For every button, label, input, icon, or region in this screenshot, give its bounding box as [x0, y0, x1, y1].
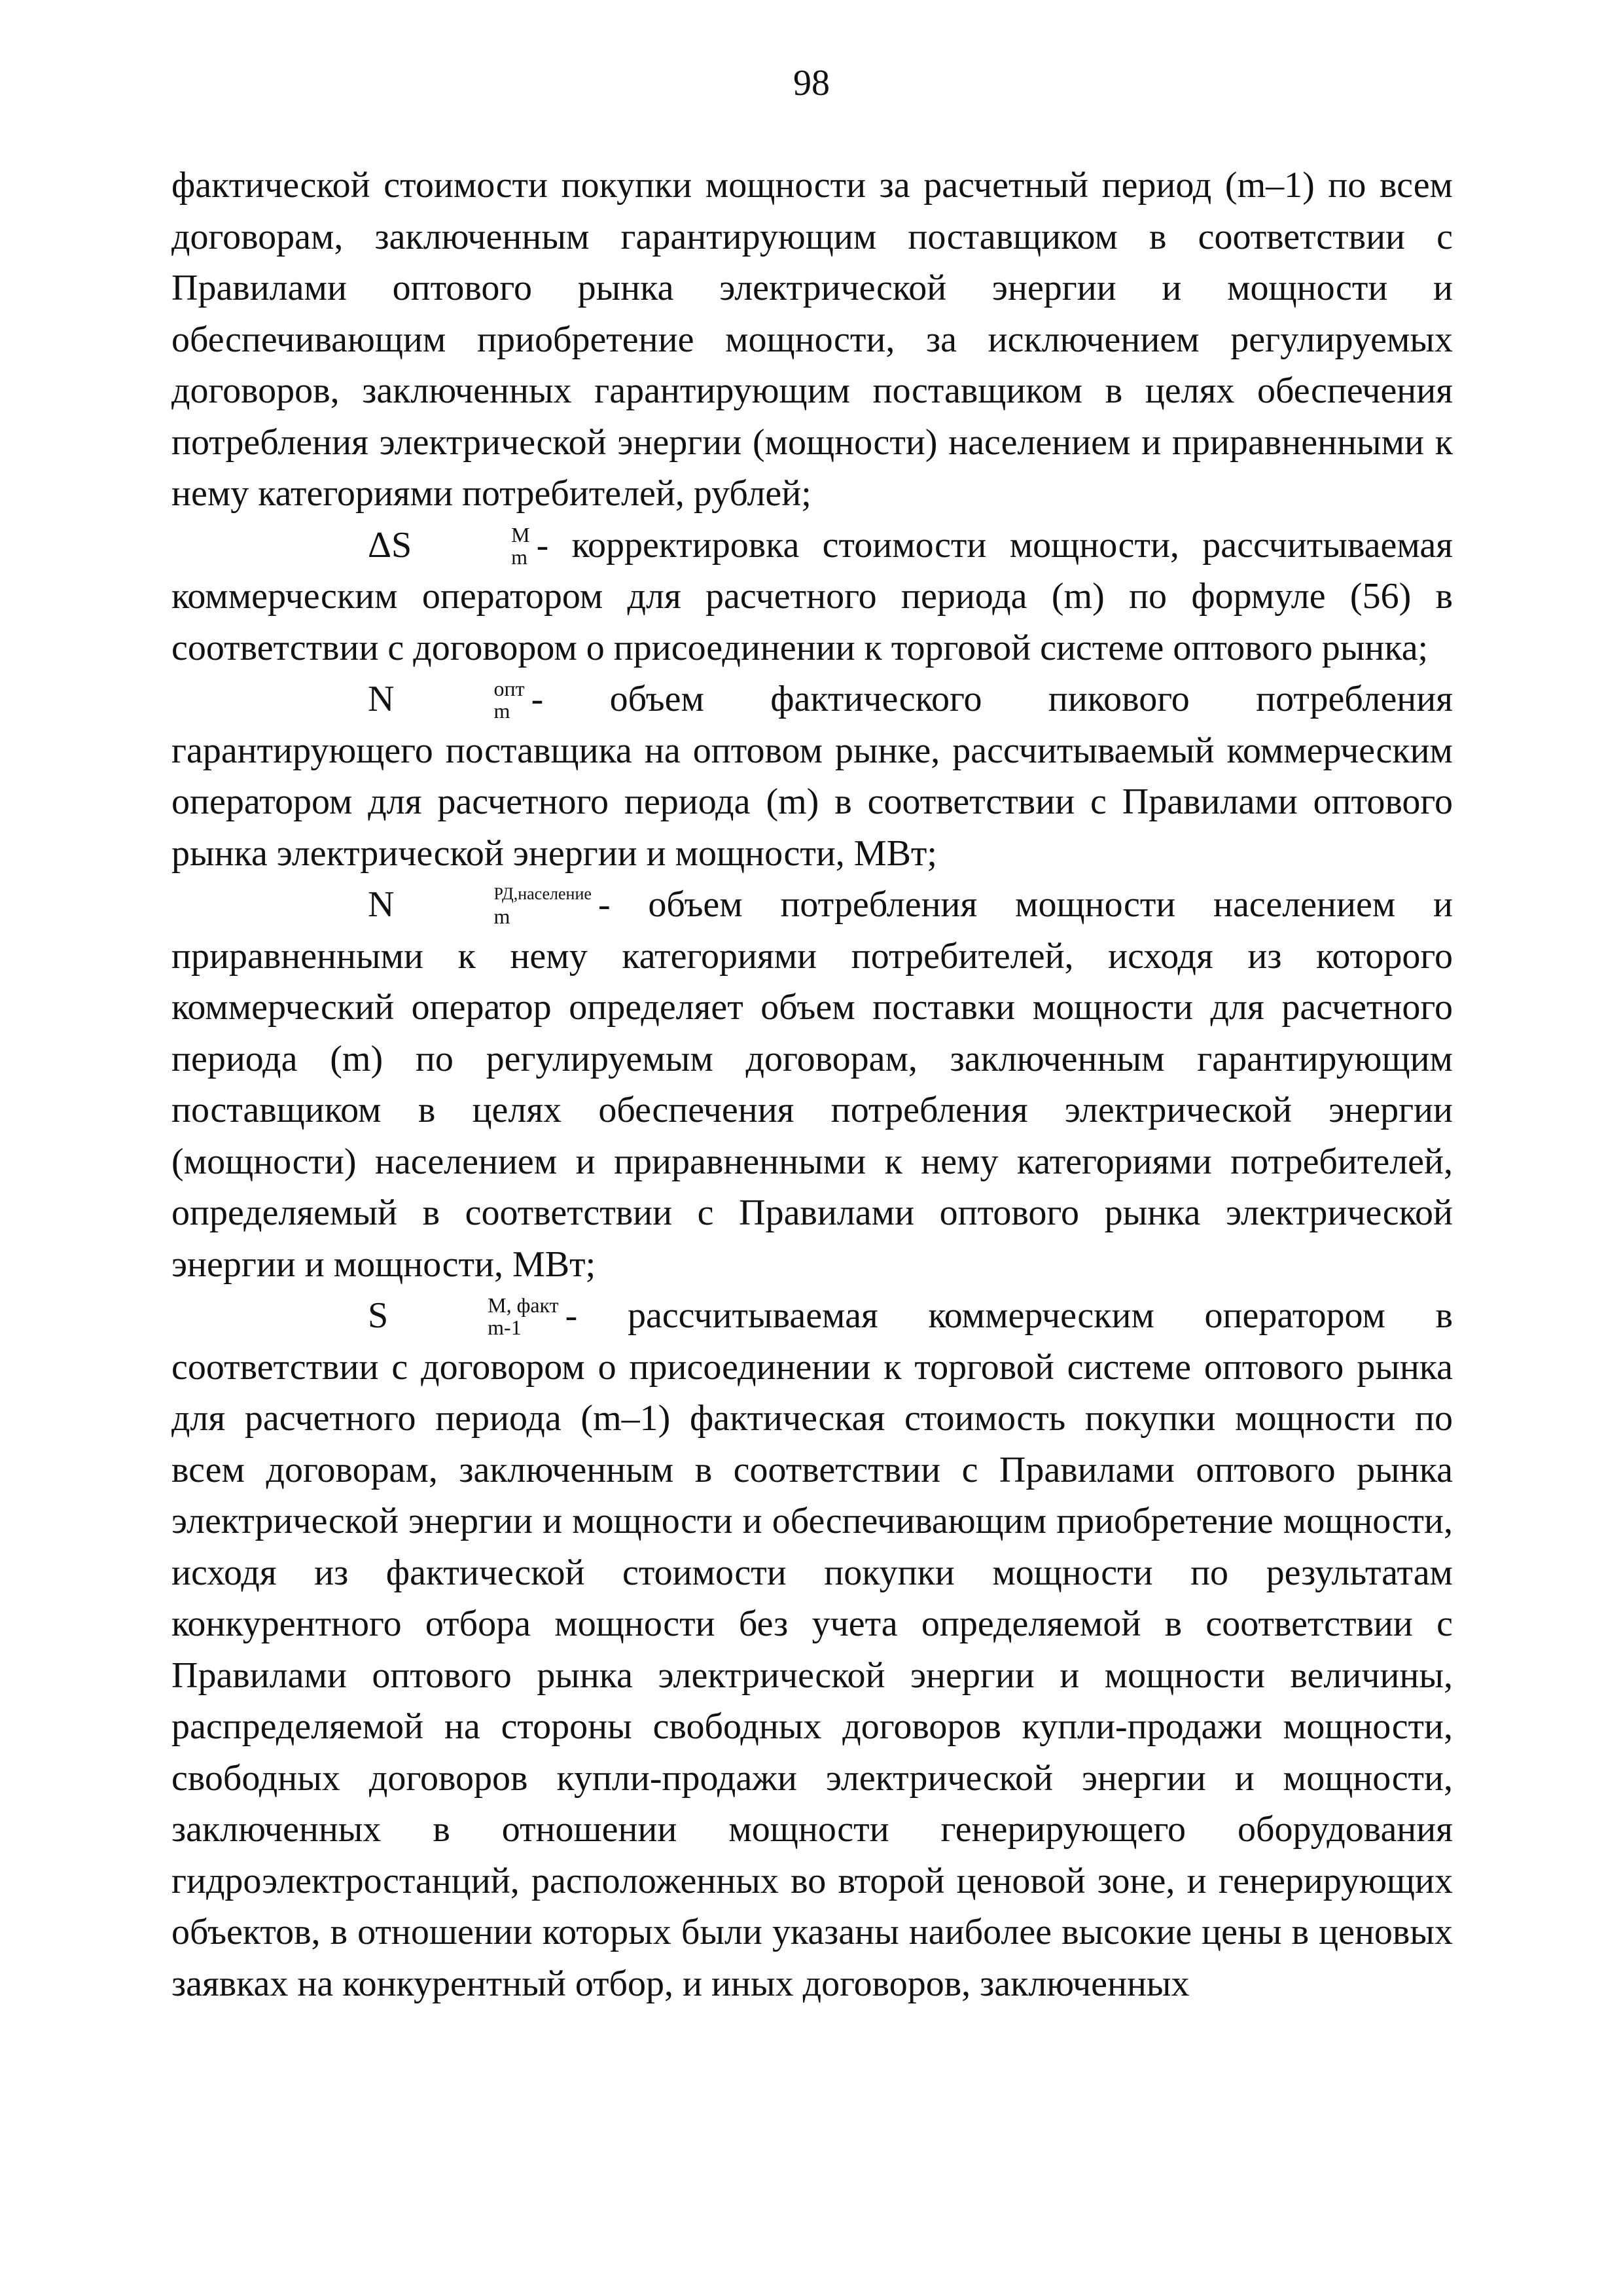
paragraph-continuation: фактической стоимости покупки мощности за расчетный период (m–1) по всем договорам, заключенным гарантирующим поставщиком в соответствии с Правилами оптового рынка электрической энергии и мощности и обеспечивающим приобретение мощности, за исключением регулируемых договоров, заключенных гарантирующим поставщиком в целях обеспечения потребления электрической энергии (мощности) населением и приравненными к нему категориями потребителей, рублей; — [171, 165, 1453, 514]
symbol-n-opt: N опт m — [368, 677, 525, 723]
definition-n-rd — [171, 879, 1453, 1290]
definition-text: - объем потребления мощности населением и приравненными к нему категориями потребителей, исходя из которого коммерческий оператор определяет объем поставки мощности для расчетного периода (m) по регулируемым договорам, заключенным гарантирующим поставщиком в целях обеспечения потребления электрической энергии (мощности) населением и приравненными к нему категориями потребителей, определяемый в соответствии с Правилами оптового рынка электрической энергии и мощности, МВт; — [171, 884, 1453, 1285]
definition-text: - рассчитываемая коммерческим оператором в соответствии с договором о присоединении к торговой системе оптового рынка для расчетного периода (m–1) фактическая стоимость покупки мощности по всем договорам, заключенным в соответствии с Правилами оптового рынка электрической энергии и мощности и обеспечивающим приобретение мощности, исходя из фактической стоимости покупки мощности по результатам конкурентного отбора мощности без учета определяемой в соответствии с Правилами оптового рынка электрической энергии и мощности величины, распределяемой на стороны свободных договоров купли-продажи мощности, свободных договоров купли-продажи электрической энергии и мощности, заключенных в отношении мощности генерирующего оборудования гидроэлектростанций, расположенных во второй ценовой зоне, и генерирующих объектов, в отношении которых были указаны наиболее высокие цены в ценовых заявках на конкурентный отбор, и иных договоров, заключенных — [171, 1295, 1453, 2004]
definition-s-fact — [171, 1290, 1453, 2009]
definition-n-opt — [171, 673, 1453, 879]
symbol-s-fact: S М, факт m-1 — [368, 1293, 559, 1340]
definition-text: - корректировка стоимости мощности, рассчитываемая коммерческим оператором для расчетного периода (m) по формуле (56) в соответствии с договором о присоединении к торговой системе оптового рынка; — [171, 524, 1453, 668]
symbol-delta-s: ΔS M m — [368, 522, 530, 569]
definition-text: - объем фактического пикового потребления гарантирующего поставщика на оптовом рынке, рассчитываемый коммерческим оператором для расчетного периода (m) в соответствии с Правилами оптового рынка электрической энергии и мощности, МВт; — [171, 679, 1453, 874]
definition-delta-s — [171, 520, 1453, 674]
symbol-n-rd: N РД,население m — [368, 884, 592, 929]
page-number: 98 — [793, 63, 830, 103]
document-body — [171, 160, 1453, 2009]
